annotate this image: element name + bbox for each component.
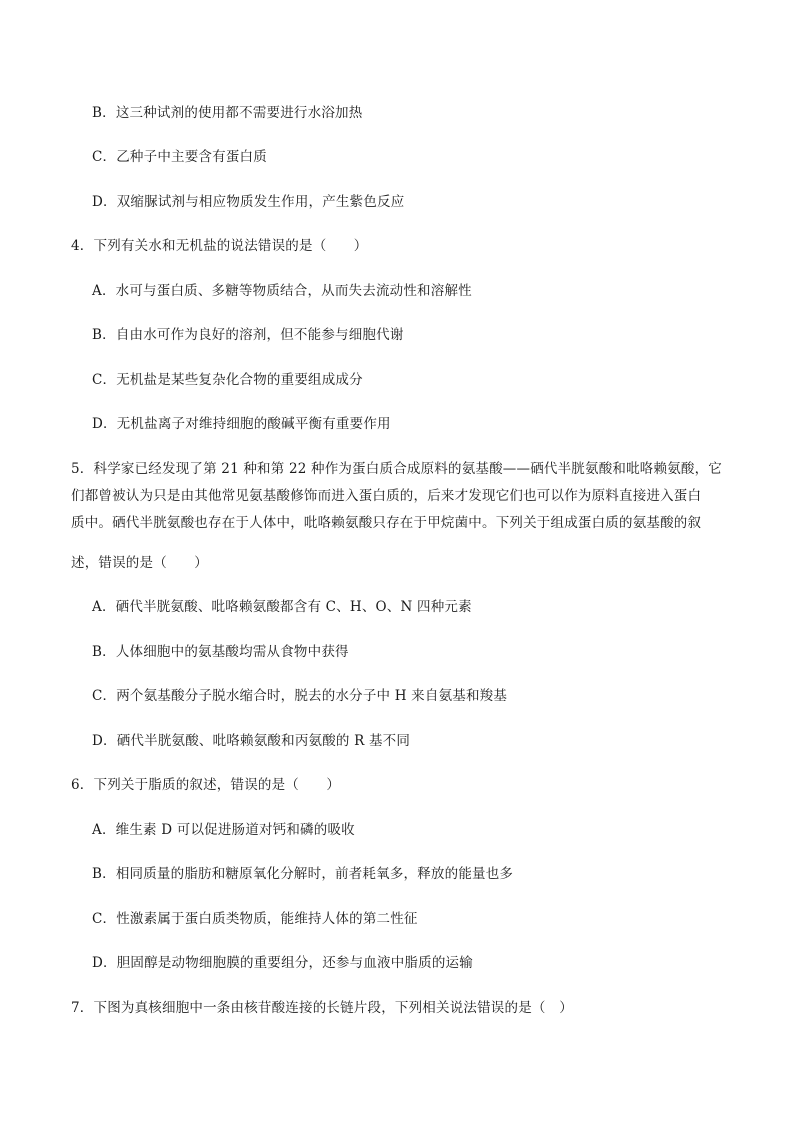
q5-stem-line-3: 质中。硒代半胱氨酸也存在于人体中，吡咯赖氨酸只存在于甲烷菌中。下列关于组成蛋白质的氨基酸的叙	[71, 515, 702, 531]
q5-option-c: C．两个氨基酸分子脱水缩合时，脱去的水分子中 H 来自氨基和羧基	[92, 688, 508, 704]
q5-option-d: D．硒代半胱氨酸、吡咯赖氨酸和丙氨酸的 R 基不同	[92, 733, 411, 749]
q5-stem-line-2: 们都曾被认为只是由其他常见氨基酸修饰而进入蛋白质的，后来才发现它们也可以作为原料直接进入蛋白	[71, 488, 702, 504]
q4-option-d: D．无机盐离子对维持细胞的酸碱平衡有重要作用	[92, 416, 391, 432]
q6-option-d: D．胆固醇是动物细胞膜的重要组分，还参与血液中脂质的运输	[92, 955, 473, 971]
q3-option-d: D．双缩脲试剂与相应物质发生作用，产生紫色反应	[92, 194, 405, 210]
q5-stem-line-4: 述，错误的是（ ）	[71, 555, 208, 571]
q6-option-b: B．相同质量的脂肪和糖原氧化分解时，前者耗氧多，释放的能量也多	[92, 866, 514, 882]
q3-option-b: B．这三种试剂的使用都不需要进行水浴加热	[92, 105, 363, 121]
q6-option-c: C．性激素属于蛋白质类物质，能维持人体的第二性征	[92, 911, 418, 927]
q4-option-b: B．自由水可作为良好的溶剂，但不能参与细胞代谢	[92, 327, 404, 343]
q6-stem: 6．下列关于脂质的叙述，错误的是（ ）	[71, 777, 341, 793]
q3-option-c: C．乙种子中主要含有蛋白质	[92, 149, 267, 165]
q5-option-a: A．硒代半胱氨酸、吡咯赖氨酸都含有 C、H、O、N 四种元素	[92, 599, 472, 615]
q4-option-c: C．无机盐是某些复杂化合物的重要组成成分	[92, 372, 363, 388]
q5-option-b: B．人体细胞中的氨基酸均需从食物中获得	[92, 644, 349, 660]
q4-option-a: A．水可与蛋白质、多糖等物质结合，从而失去流动性和溶解性	[92, 283, 472, 299]
q6-option-a: A．维生素 D 可以促进肠道对钙和磷的吸收	[92, 822, 355, 838]
q7-stem: 7．下图为真核细胞中一条由核苷酸连接的长链片段，下列相关说法错误的是（ ）	[71, 1000, 573, 1016]
q5-stem-line-1: 5．科学家已经发现了第 21 种和第 22 种作为蛋白质合成原料的氨基酸——硒代半胱氨酸和吡咯赖氨酸，它	[71, 461, 723, 477]
q4-stem: 4．下列有关水和无机盐的说法错误的是（ ）	[71, 238, 368, 254]
